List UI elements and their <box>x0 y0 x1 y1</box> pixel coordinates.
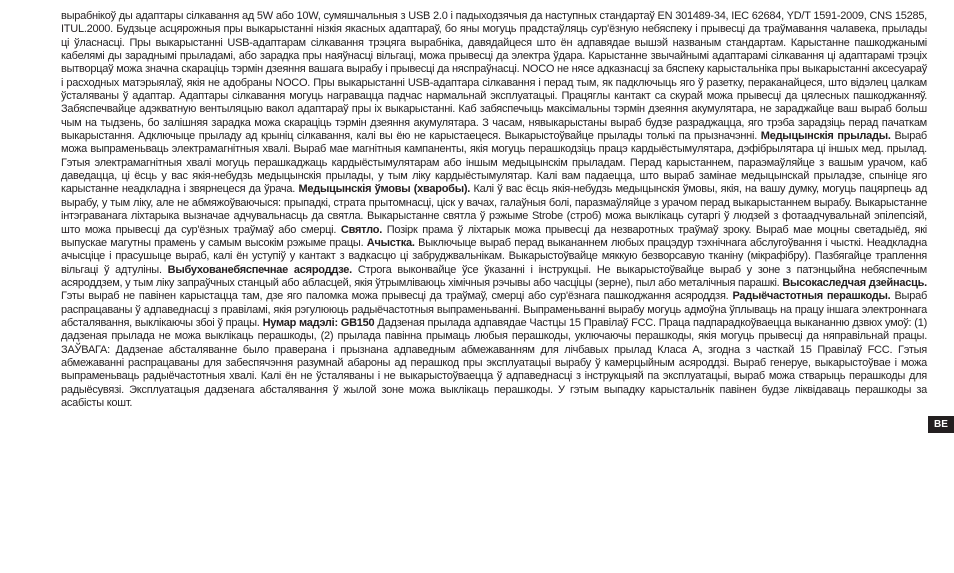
paragraph-text: Выключыце выраб перад выкананнем любых працэдур тэхнічнага абслугоўвання і чысткі. Неадкладна ачысціце і прасушыце выраб, калі ён уступіў у кантакт з вадкасцю ці забруджвальнікам. Выкарыстоўвайце мяккую безворсавую тканіну (мікрафібру). Пазбягайце траплення вільгаці ў адтуліны. <box>61 236 928 276</box>
paragraph-label: Нумар мадэлі: GB150 <box>262 316 375 329</box>
paragraph-label: Святло. <box>340 223 382 236</box>
language-tab: BE <box>928 416 954 433</box>
paragraph-text: Дадзеная прылада адпавядае Частцы 15 Правілаў FCC. Праца падпарадкоўваецца выкананню дзвюх умоў: (1) дадзеная прылада не можа выклікаць перашкоды, (2) прылада павінна прымаць любыя перашкоды, уключаючы перашкоды, якія могуць прывесці да няправільнай працы. ЗАЎВАГА: Дадзенае абсталяванне было праверана і прызнана адпаведным абмежаванням для лічбавых прылад Класа А, згодна з часткай 15 Правілаў FCC. Гэтыя абмежаванні распрацаваны для забеспячэння разумнай абароны ад перашкод пры эксплуатацыі вырабу ў камерцыйным асяроддзі. Выраб генеруе, выкарыстоўвае і можа выпраменьваць радыёчастотныя хвалі. Калі ён не ўсталяваны і не выкарыстоўваецца ў адпаведнасці з інструкцыяй па эксплуатацыі, выраб можа стварыць перашкоды для радыёсувязі. Эксплуатацыя дадзенага абсталявання ў жылой зоне можа выклікаць перашкоды. У гэтым выпадку карыстальнік павінен будзе ліквідаваць перашкоды за асабісты кошт. <box>61 316 927 409</box>
paragraph-label: Ачыстка. <box>366 236 415 249</box>
paragraph-model-number <box>61 317 927 409</box>
paragraph-label: Медыцынскія ўмовы (хваробы). <box>298 183 471 196</box>
paragraph-text: вырабнікоў ды адаптары сілкавання ад 5W або 10W, сумяшчальныя з USB 2.0 і падыходзячыя да наступных стандартаў EN 301489-34, IEC 62684, YD/T 1591-2009, CNS 15285, ITUL.2000. Будзьце асцярожныя пры выкарыстанні нізкія якасных адаптараў, бо яны могуць прадстаўляць сур'ёзную небяспеку і прывесці да траўмавання чалавека, прылады ці ўласнасці. Пры выкарыстанні USB-адаптарам сілкавання трэцяга вырабніка, давядайцеся што ён адпавядае вышэй названым стандартам. Карыстанне пашкоджанымі кабелямі ды зараднымі прыладамі, або зарадка пры наяўнасці вільгаці, можа прывесці да электра ўдара. Карыстанне звычайнымі адаптарамі сілкавання ці адаптарамі трэціх вытворцаў можа значна скараціць тэрмін дзеяння вашага вырабу і прывесці да няспраўнасці. NOCO не нясе адказнасці за бяспеку карыстальніка пры выкарыстанні аксесуараў і расходных матэрыялаў, якія не адобраны NOCO. Пры выкарыстанні USB-адаптара сілкавання і перад тым, як падключыць яго ў разетку, пераканайцеся, што відэлец цалкам ўсталяваны ў адаптар. Адаптары сілкавання могуць награвацца падчас нармальнай эксплуатацыі. Працяглы кантакт са скурай можа прывесці да цялесных пашкоджанняў. Забяспечвайце адэкватную вентыляцыю вакол адаптараў пры іх выкарыстанні. Каб забяспечыць максімальны тэрмін дзеяння акумулятара, не зараджайце ваш выраб больш чым на тыдзень, бо залішняя зарадка можа скарaціць тэрмін дзеяння акумулятара. З часам, нявыкарыстаны выраб будзе разраджацца, яго трэба зарадзіць перад пачаткам выкарыстання. Адключыце прыладу ад крыніц сілкавання, калі вы ёю не карыстаецеся. Выкарыстоўвайце прылады толькі па прызначэнні. <box>61 10 927 143</box>
paragraph-text: Гэты выраб не павінен карыстацца там, дзе яго паломка можа прывесці да траўмаў, смерці або сур'ёзнага пашкоджання асяроддзя. <box>61 290 729 303</box>
paragraph-text: Строга выконвайце ўсе ўказанні і інструкцыі. Не выкарыстоўвайце выраб у зоне з патэнцыйна небяспечным асяроддзем, у тым ліку запраўчных станцый або абласцей, якія ўтрымліваюць хімічныя рэчывы або часціцы (зерне), пыл або металічныя парашкі. <box>61 263 927 289</box>
paragraph-text: Позірк прама ў ліхтарык можа прывесці да незваротных траўмаў зроку. Выраб мае моцны светадыёд, які выпускае магутны прамень у самым высокім рэжыме працы. <box>61 223 927 249</box>
paragraph-text: Выраб можа выпраменьваць электрамагнітныя хвалі. Выраб мае магнітныя кампаненты, якія могуць перашкодзіць працэ кардыёстымулятара, дэфібрылятара ці іншых мед. прылад. Гэтыя электрамагнітныя хвалі могуць перашкаджаць кардыёстымулятарам або іншым медыцынскім прыладам. Перад карыстаннем, параэмаўляйце з вашым урачом, каб даведацца, ці ёсць у вас якія-небудзь медыцынскія прылады, у тым ліку кардыёстымулятар. Калі вам падаецца, што выраб замінае медыцынскай прыладзе, спыніце яго карыстанне неадкладна і звярнецеся да ўрача. <box>61 130 927 196</box>
paragraph-label: Высокаследчая дзейнасць. <box>782 276 927 289</box>
paragraph-label: Медыцынскія прылады. <box>760 130 891 143</box>
paragraph-intro <box>61 10 927 142</box>
paragraph-label: Радыёчастотныя перашкоды. <box>732 290 891 303</box>
paragraph-text: Выраб распрацаваны ў адпаведнасці з правіламі, якія рэгулююць радыёчастотныя выпраменьванні. Выпраменьванні вырабу могуць адмоўна ўплываць на працу іншага электроннага абсталявання, выклікаючы збоі ў працы. <box>61 290 927 329</box>
paragraph-text: Калі ў вас ёсць якія-небудзь медыцынскія ўмовы, якія, на вашу думку, могуць пацярпець ад вырабу, у тым ліку, але не абмяжоўваючыся: прыпадкі, страта прытомнасці, ціск у вачах, галаўныя болі, паразмаўляйце з урачом перад выкарыстаннем вырабу. Выкарыстанне інтэграванага ліхтарыка вызначае адчувальнасць да святла. Выкарыстанне святла ў рэжыме Strobe (строб) можа выклікаць сутаргі ў людзей з фотаадчувальнай эпілепсіяй, што можа прывесці да сур'ёзных траўмаў або смерці. <box>61 183 928 236</box>
paragraph-label: Выбухованебяспечнае асяроддзе. <box>167 263 352 276</box>
body-text <box>61 10 927 410</box>
